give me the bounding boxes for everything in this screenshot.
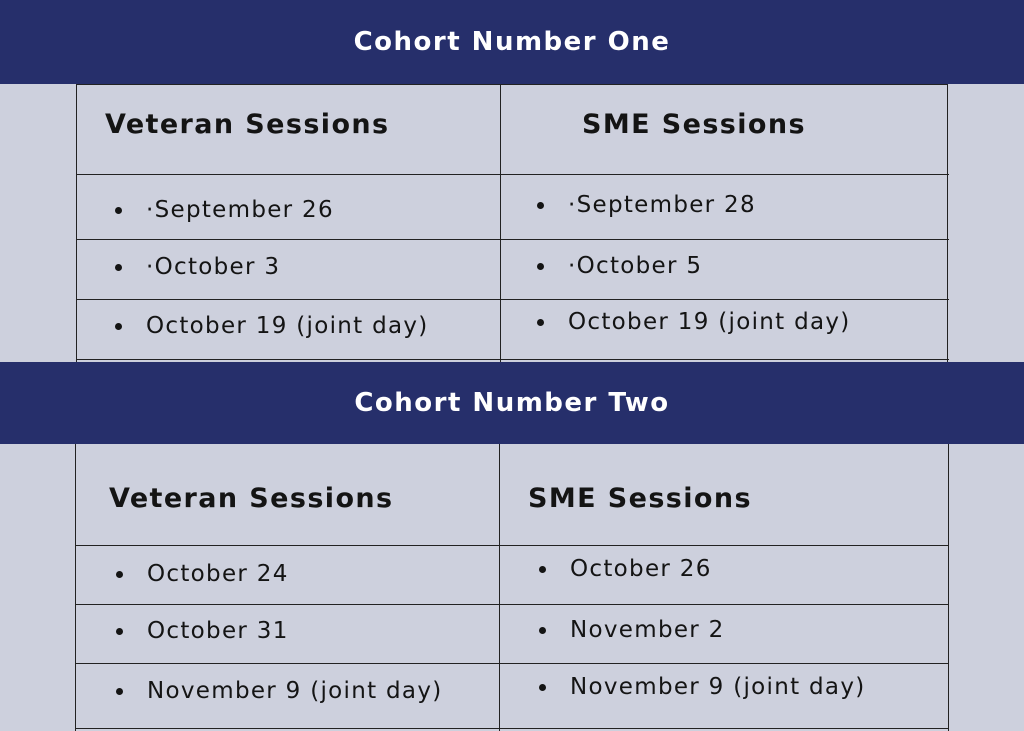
sme-sessions-header: SME Sessions [582,109,806,140]
list-item: October 19 (joint day) [537,309,851,335]
list-item: November 9 (joint day) [116,678,443,704]
list-item: ·October 3 [115,254,280,280]
bullet-icon [116,571,123,578]
row-divider [77,239,949,240]
cohort-one-title: Cohort Number One [353,27,671,57]
row-divider [76,663,948,664]
list-item: October 31 [116,618,289,644]
list-item: ·October 5 [537,253,702,279]
row-divider [76,728,948,729]
cohort-one-banner [0,0,1024,84]
bullet-icon [115,323,122,330]
bullet-icon [537,263,544,270]
row-divider [76,545,948,546]
bullet-icon [537,319,544,326]
list-item: ·September 26 [115,197,334,223]
cohort-one-table [76,84,948,363]
row-divider [77,359,949,360]
bullet-icon [537,202,544,209]
bullet-icon [539,627,546,634]
bullet-icon [539,684,546,691]
column-divider [499,444,500,731]
veteran-sessions-header: Veteran Sessions [105,109,390,140]
list-item: ·September 28 [537,192,756,218]
row-divider [76,604,948,605]
column-divider [500,85,501,363]
cohort-two-banner [0,362,1024,444]
bullet-icon [539,566,546,573]
veteran-sessions-header: Veteran Sessions [109,483,394,514]
bullet-icon [115,264,122,271]
cohort-two-title: Cohort Number Two [354,388,670,418]
list-item: November 9 (joint day) [539,674,866,700]
bullet-icon [115,207,122,214]
row-divider [77,174,949,175]
list-item: October 26 [539,556,712,582]
list-item: November 2 [539,617,725,643]
cohort-two-table [75,444,949,731]
list-item: October 24 [116,561,289,587]
sme-sessions-header: SME Sessions [528,483,752,514]
list-item: October 19 (joint day) [115,313,429,339]
row-divider [77,299,949,300]
bullet-icon [116,688,123,695]
bullet-icon [116,628,123,635]
